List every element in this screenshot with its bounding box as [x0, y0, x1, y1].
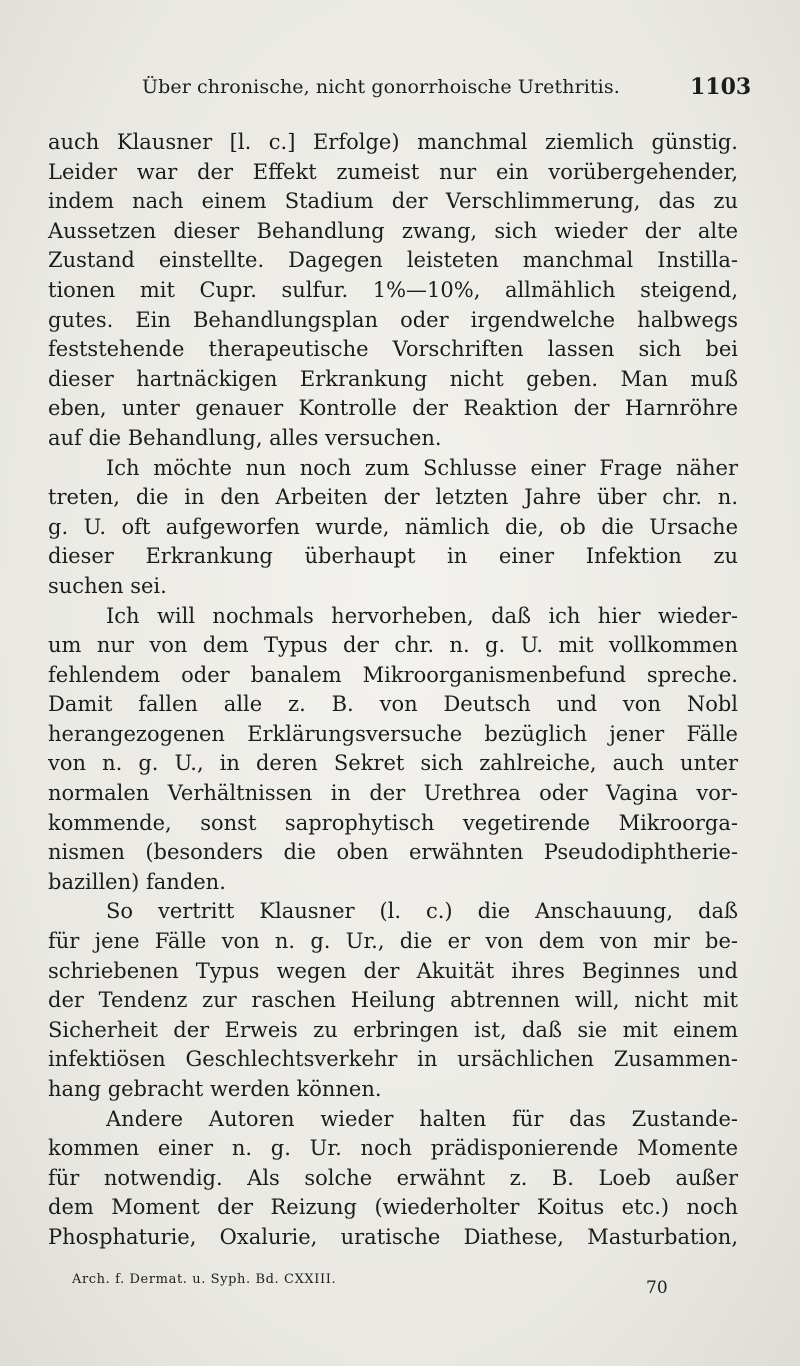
text-line: Ich will nochmals hervorheben, daß ich hier wieder- — [106, 603, 738, 628]
text-line: treten, die in den Arbeiten der letzten Jahre über chr. n. — [48, 485, 738, 510]
text-line: eben, unter genauer Kontrolle der Reaktion der Harnröhre — [48, 396, 738, 421]
text-line: So vertritt Klausner (l. c.) die Anschauung, daß — [106, 899, 738, 924]
text-line: Leider war der Effekt zumeist nur ein vorübergehender, — [48, 159, 738, 184]
page-footer — [0, 1268, 800, 1308]
text-line: Aussetzen dieser Behandlung zwang, sich wieder der alte — [48, 218, 738, 243]
text-line: auch Klausner [l. c.] Erfolge) manchmal ziemlich günstig. — [48, 130, 738, 154]
text-line: dieser Erkrankung überhaupt in einer Infektion zu — [48, 544, 738, 569]
text-line: der Tendenz zur raschen Heilung abtrennen will, nicht mit — [48, 988, 738, 1013]
text-line: Zustand einstellte. Dagegen leisteten manchmal Instilla- — [48, 248, 738, 273]
text-line: nismen (besonders die oben erwähnten Pseudodiphtherie- — [48, 840, 738, 865]
text-line: hang gebracht werden können. — [48, 1077, 382, 1101]
text-line: für jene Fälle von n. g. Ur., die er von dem von mir be- — [48, 929, 738, 954]
text-line: um nur von dem Typus der chr. n. g. U. mit vollkommen — [48, 633, 738, 658]
text-line: Damit fallen alle z. B. von Deutsch und von Nobl — [48, 692, 738, 717]
text-line: auf die Behandlung, alles versuchen. — [48, 425, 442, 450]
text-line: Andere Autoren wieder halten für das Zustande- — [106, 1106, 738, 1131]
running-head — [0, 70, 800, 106]
text-line: indem nach einem Stadium der Verschlimmerung, das zu — [48, 189, 738, 214]
text-line: Ich möchte nun noch zum Schlusse einer Frage näher — [106, 455, 738, 480]
body-text — [48, 128, 738, 1253]
text-line: gutes. Ein Behandlungsplan oder irgendwelche halbwegs — [48, 307, 738, 332]
text-line: infektiösen Geschlechtsverkehr in ursächlichen Zusammen- — [48, 1047, 738, 1072]
text-line: tionen mit Cupr. sulfur. 1%—10%, allmählich steigend, — [48, 277, 738, 302]
text-line: normalen Verhältnissen in der Urethrea oder Vagina vor- — [48, 781, 738, 806]
text-line: von n. g. U., in deren Sekret sich zahlreiche, auch unter — [48, 751, 738, 776]
text-line: schriebenen Typus wegen der Akuität ihres Beginnes und — [48, 958, 738, 983]
text-line: kommen einer n. g. Ur. noch prädisponierende Momente — [48, 1136, 738, 1161]
text-line: dieser hartnäckigen Erkrankung nicht geben. Man muß — [48, 366, 738, 391]
text-line: dem Moment der Reizung (wiederholter Koitus etc.) noch — [48, 1195, 738, 1220]
running-title: Über chronische, nicht gonorrhoische Urethritis. — [142, 76, 620, 98]
sheet-signature: 70 — [646, 1278, 668, 1298]
text-line: Sicherheit der Erweis zu erbringen ist, daß sie mit einem — [48, 1017, 738, 1042]
text-line: Phosphaturie, Oxalurie, uratische Diathese, Masturbation, — [48, 1224, 738, 1249]
text-line: fehlendem oder banalem Mikroorganismenbefund spreche. — [48, 662, 738, 687]
text-line: für notwendig. Als solche erwähnt z. B. Loeb außer — [48, 1165, 738, 1190]
text-line: g. U. oft aufgeworfen wurde, nämlich die, ob die Ursache — [48, 514, 738, 539]
text-line: suchen sei. — [48, 573, 167, 598]
text-line: bazillen) fanden. — [48, 869, 226, 894]
text-line: herangezogenen Erklärungsversuche bezüglich jener Fälle — [48, 721, 738, 746]
text-line: kommende, sonst saprophytisch vegetirende Mikroorga- — [48, 810, 738, 835]
text-line: feststehende therapeutische Vorschriften lassen sich bei — [48, 337, 738, 362]
page-number: 1103 — [690, 74, 752, 100]
journal-source: Arch. f. Dermat. u. Syph. Bd. CXXIII. — [72, 1272, 337, 1287]
